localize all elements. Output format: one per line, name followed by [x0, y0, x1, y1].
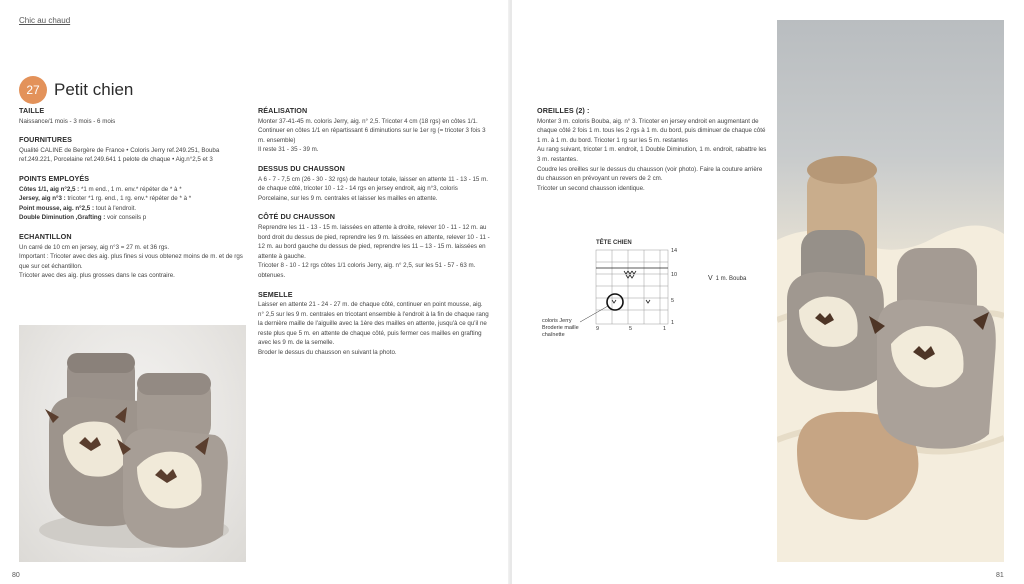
points-heading: POINTS EMPLOYÉS: [19, 173, 90, 183]
grid-lines: [596, 250, 668, 324]
y-tick-label: 1: [671, 320, 675, 326]
pattern-title-row: [19, 76, 133, 104]
chart-mark: [632, 271, 636, 274]
y-tick-label: 5: [671, 298, 675, 304]
cote-line: Tricoter 8 - 10 - 12 rgs côtes 1/1 coloris Jerry, aig. n° 2,5, sur les 51 - 57 - 63 m. obtenues.: [258, 262, 476, 279]
cote-line: Reprendre les 11 - 13 - 15 m. laissées en attente à droite, relever 10 - 11 - 12 m. au bord droit du dessus de pied, reprendre les 9 m. laissées en attente, relever 10 - 11 - 12 m. au bord gauche du dessus de pied, reprendre les 11 – 13 - 15 m. laissées en attente à gauche.: [258, 223, 490, 260]
booties-photo-left: [19, 325, 246, 562]
point-label: Côtes 1/1, aig n°2,5 :: [19, 185, 80, 193]
pattern-number-badge: 27: [19, 76, 47, 104]
semelle-heading: SEMELLE: [258, 289, 293, 299]
left-page: [0, 0, 510, 584]
oreilles-line: Coudre les oreilles sur le dessus du chausson (voir photo). Faire la couture arrière du chausson en prévoyant un revers de 2 cm.: [537, 165, 763, 183]
chart-note-line: chaînette: [542, 332, 565, 338]
chart-mark: [628, 271, 632, 274]
running-head[interactable]: Chic au chaud: [19, 16, 71, 25]
chart-note-line: coloris Jerry: [542, 318, 572, 324]
point-label: Double Diminution ,Grafting :: [19, 214, 106, 222]
point-item: [19, 194, 246, 204]
fournitures-text: Qualité CALINE de Bergère de France • Coloris Jerry ref.249.251, Bouba ref.249.221, Porcelaine ref.249.641 1 pelote de chaque • Aig.n°2,5 et 3: [19, 146, 220, 164]
point-text: tricoter *1 rg. end., 1 rg. env.* répéter de * à *: [65, 195, 192, 203]
point-item: [19, 213, 246, 223]
chart-legend: [708, 275, 746, 282]
realisation-line: Continuer en côtes 1/1 en répartissant 6 diminutions sur le 1er rg (= tricoter 3 fois 3 m. ensemble): [258, 127, 486, 144]
chart-mark: [624, 271, 628, 274]
semelle-line: Laisser en attente 21 - 24 - 27 m. de chaque côté, continuer en point mousse, aig. n° 2,5 sur les 9 m. centrales en tricotant ensemble à l'endroit à la fin de chaque rang la dernière maille de l'aiguille avec la 1ère des mailles en attente, jusqu'à ce qu'il ne reste plus que 5 m. en attente de chaque côté, puis fermer ces mailles en grafting avec les 9 m. de la semelle.: [258, 301, 489, 347]
chart-mark: [612, 300, 616, 303]
realisation-heading: RÉALISATION: [258, 106, 308, 115]
page-number-right: 81: [996, 572, 1004, 579]
chart-mark: [630, 275, 634, 278]
fournitures-heading: FOURNITURES: [19, 135, 73, 145]
x-tick-label: 1: [663, 326, 667, 332]
oreilles-line: Monter 3 m. coloris Bouba, aig. n° 3. Tricoter en jersey endroit en augmentant de chaque côté 2 fois 1 m. tous les 2 rgs à 1 m. du bord, puis diminuer de chaque côté 1 m. à 1 m. du bord. Tricoter 1 rg sur les 5 m. restantes: [537, 117, 766, 144]
legend-v-symbol: V: [708, 275, 713, 282]
point-text: tout à l'endroit.: [94, 204, 137, 212]
chart-mark: [646, 300, 650, 303]
dessus-heading: DESSUS DU CHAUSSON: [258, 163, 345, 173]
point-text: voir conseils p: [105, 214, 147, 222]
echantillon-line: Un carré de 10 cm en jersey, aig n°3 = 27 m. et 36 rgs.: [19, 243, 170, 251]
point-label: Point mousse, aig. n°2,5 :: [19, 204, 95, 212]
booties-on-fleece-illustration: [777, 20, 1004, 562]
knitting-chart: [540, 238, 780, 348]
realisation-line: Monter 37-41-45 m. coloris Jerry, aig. n° 2,5. Tricoter 4 cm (18 rgs) en côtes 1/1.: [258, 117, 478, 125]
chart-note: [542, 318, 579, 339]
oreilles-heading: OREILLES (2) :: [537, 106, 590, 115]
column-right: [537, 106, 769, 193]
realisation-line: Il reste 31 - 35 - 39 m.: [258, 146, 319, 154]
column-middle: [258, 106, 490, 358]
oreilles-line: Au rang suivant, tricoter 1 m. endroit, 1 Double Diminution, 1 m. endroit, rabattre les 3 m. restantes.: [537, 146, 767, 163]
x-tick-label: 9: [596, 326, 600, 332]
echantillon-heading: ECHANTILLON: [19, 231, 72, 241]
point-label: Jersey, aig n°3 :: [19, 195, 66, 203]
chart-title: TÊTE CHIEN: [596, 240, 632, 246]
booties-photo-right: [777, 20, 1004, 562]
taille-text: Naissance/1 mois - 3 mois - 6 mois: [19, 117, 116, 125]
legend-text: 1 m. Bouba: [715, 275, 747, 282]
point-item: [19, 185, 246, 195]
booties-illustration: [19, 325, 246, 562]
point-item: [19, 204, 246, 214]
y-tick-label: 14: [671, 248, 678, 254]
chart-note-line: Broderie maille: [542, 325, 579, 331]
pattern-title: Petit chien: [54, 80, 134, 99]
echantillon-line: Important : Tricoter avec des aig. plus fines si vous obtenez moins de m. et de rgs que sur cet échantillon.: [19, 253, 243, 270]
point-text: *1 m end., 1 m. env.* répéter de * à *: [79, 185, 182, 193]
taille-heading: TAILLE: [19, 106, 45, 115]
page-number-left: 80: [12, 572, 20, 579]
oreilles-line: Tricoter un second chausson identique.: [537, 184, 645, 192]
cote-heading: CÔTÉ DU CHAUSSON: [258, 212, 336, 222]
y-tick-label: 10: [671, 272, 678, 278]
echantillon-line: Tricoter avec des aig. plus grosses dans le cas contraire.: [19, 272, 175, 280]
x-tick-label: 5: [629, 326, 633, 332]
column-left: [19, 106, 246, 281]
chart-callout-line: [580, 306, 608, 322]
dessus-text: A 6 - 7 - 7,5 cm (26 - 30 - 32 rgs) de hauteur totale, laisser en attente 11 - 13 - 15 m. de chaque côté, tricoter 10 - 12 - 14 rgs en jersey endroit, aig n°3, coloris Porcelaine, sur les 9 m. centrales et laisser les mailles en attente.: [258, 175, 488, 202]
semelle-line: Broder le dessus du chausson en suivant la photo.: [258, 349, 397, 357]
